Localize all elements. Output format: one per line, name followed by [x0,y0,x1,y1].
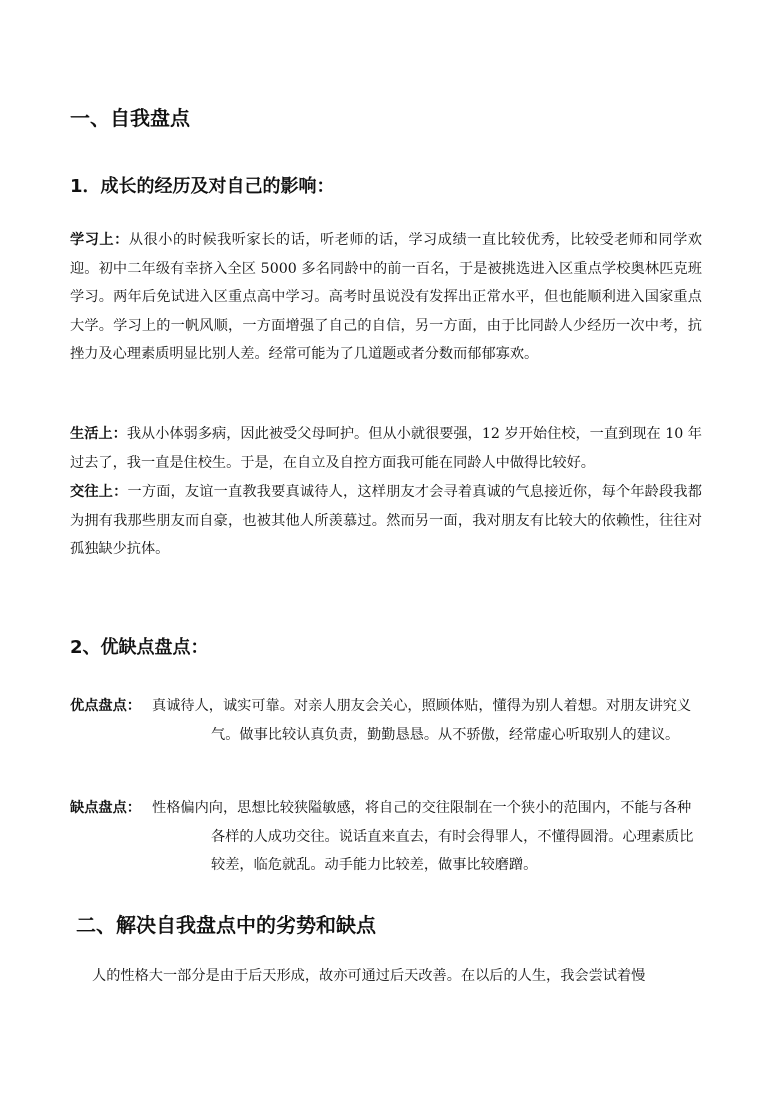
text-weaknesses: 性格偏内向，思想比较狭隘敏感，将自己的交往限制在一个狭小的范围内，不能与各种各样的人成功交往。说话直来直去，有时会得罪人，不懂得圆滑。心理素质比较差，临危就乱。动手能力比较差，做事比较磨蹭。 [152,800,694,874]
paragraph-weaknesses [70,794,702,880]
heading-self-inventory: 一、自我盘点 [70,106,190,130]
label-social: 交往上： [70,484,128,500]
text-social: 一方面，友谊一直教我要真诚待人，这样朋友才会寻着真诚的气息接近你，每个年龄段我都为拥有我那些朋友而自豪，也被其他人所羡慕过。然而另一面，我对朋友有比较大的依赖性，往往对孤独缺少抗体。 [70,484,702,558]
label-study: 学习上： [70,232,129,248]
text-life: 我从小体弱多病，因此被受父母呵护。但从小就很要强，12 岁开始住校，一直到现在 10 年过去了，我一直是住校生。于是，在自立及自控方面我可能在同龄人中做得比较好。 [70,426,702,471]
paragraph-study [70,226,702,369]
paragraph-social [70,478,702,564]
text-strengths: 真诚待人，诚实可靠。对亲人朋友会关心，照顾体贴，懂得为别人着想。对朋友讲究义气。做事比较认真负责，勤勤恳恳。从不骄傲，经常虚心听取别人的建议。 [152,698,692,743]
paragraph-life [70,420,702,477]
paragraph-strengths [70,692,702,749]
section-pros-cons-title: 2、优缺点盘点： [70,637,209,658]
label-life: 生活上： [70,426,127,442]
section-growth-title: 1．成长的经历及对自己的影响： [70,176,335,197]
label-weaknesses: 缺点盘点： [70,800,141,816]
paragraph-closing: 人的性格大一部分是由于后天形成，故亦可通过后天改善。在以后的人生，我会尝试着慢 [92,968,646,984]
text-study: 从很小的时候我听家长的话，听老师的话，学习成绩一直比较优秀，比较受老师和同学欢迎。初中二年级有幸挤入全区 5000 多名同龄中的前一百名，于是被挑选进入区重点学校奥林匹克班学习。两年后免试进入区重点高中学习。高考时虽说没有发挥出正常水平，但也能顺利进入国家重点大学。学习上的一帆风顺，一方面增强了自己的自信，另一方面，由于比同龄人少经历一次中考，抗挫力及心理素质明显比别人差。经常可能为了几道题或者分数而郁郁寡欢。 [70,232,702,363]
label-strengths: 优点盘点： [70,698,141,714]
heading-solutions: 二、解决自我盘点中的劣势和缺点 [76,913,376,937]
